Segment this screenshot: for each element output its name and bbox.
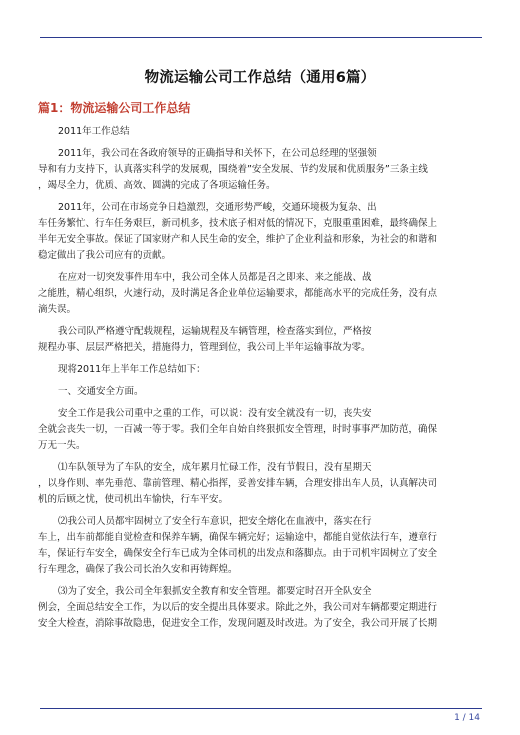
paragraph-line: 在应对一切突发事件用车中，我公司全体人员都是召之即来、来之能战、战	[58, 272, 372, 283]
paragraph-line: 车上，出车前都能自觉检查和保养车辆，确保车辆完好；运输途中，都能自觉依法行车，遵章行	[38, 532, 438, 543]
paragraph	[38, 460, 486, 508]
paragraph-line: 车任务繁忙、行车任务艰巨，新司机多，技术底子相对低的情况下，克服重重困难，最终确保上	[38, 218, 438, 229]
paragraph	[38, 200, 486, 264]
paragraph-line: 机的后顾之忧，使司机出车愉快，行车平安。	[38, 494, 229, 505]
paragraph-line: ，以身作则、率先垂范、靠前管理、精心指挥，妥善安排车辆，合理安排出车人员，认真解决司	[38, 478, 438, 489]
paragraph	[38, 124, 486, 140]
header-rule	[40, 37, 482, 38]
page-number: 1 / 14	[454, 713, 480, 723]
paragraph-line: 例会，全面总结安全工作，为以后的安全提出具体要求。除此之外，我公司对车辆都要定期进行	[38, 602, 438, 613]
paragraph-line: 我公司队严格遵守配载规程，运输规程及车辆管理，检查落实到位，严格按	[58, 326, 372, 337]
paragraph	[38, 514, 486, 578]
paragraph-line: 滴失误。	[38, 304, 77, 315]
document-title: 物流运输公司工作总结（通用6篇）	[144, 70, 376, 86]
footer-rule	[40, 708, 482, 709]
paragraph-line: 一、交通安全方面。	[58, 386, 144, 397]
paragraph-line: 2011年，公司在市场竞争日趋激烈，交通形势严峻，交通环境极为复杂、出	[58, 202, 377, 213]
paragraph-line: 半年无安全事故。保证了国家财产和人民生命的安全，维护了企业利益和形象，为社会的和谐和	[38, 234, 438, 245]
paragraph-line: 稳定做出了我公司应有的贡献。	[38, 250, 172, 261]
paragraph-line: 全就会丧失一切，一百减一等于零。我们全年自始自终狠抓安全管理，时时事事严加防范，确保	[38, 424, 438, 435]
paragraph	[38, 324, 486, 356]
paragraph-line: 导和有力支持下，认真落实科学的发展观，围绕着”安全发展、节约发展和优质服务”三条主线	[38, 164, 428, 175]
paragraph	[38, 384, 486, 400]
paragraph-line: ⑴车队领导为了车队的安全，成年累月忙碌工作，没有节假日，没有星期天	[58, 462, 372, 473]
paragraph-line: 之能胜，精心组织，火速行动，及时满足各企业单位运输要求，都能高水平的完成任务，没有点	[38, 288, 438, 299]
paragraph-line: 安全工作是我公司重中之重的工作，可以说：没有安全就没有一切，丧失安	[58, 408, 372, 419]
paragraph	[38, 362, 486, 378]
paragraph	[38, 584, 486, 632]
paragraph-line: 2011年，我公司在各政府领导的正确指导和关怀下，在公司总经理的坚强领	[58, 148, 377, 159]
paragraph-line: 车，保证行车安全，确保安全行车已成为全体司机的出发点和落脚点。由于司机牢固树立了安全	[38, 548, 438, 559]
paragraph	[38, 146, 486, 194]
paragraph-line: 行车理念，确保了我公司长治久安和再铸辉煌。	[38, 564, 238, 575]
paragraph-line: 安全大检查，消除事故隐患，促进安全工作，发现问题及时改进。为了安全，我公司开展了长期	[38, 618, 438, 629]
paragraph	[38, 406, 486, 454]
paragraph-line: 规程办事、层层严格把关，措施得力，管理到位，我公司上半年运输事故为零。	[38, 342, 371, 353]
document-body	[38, 124, 486, 638]
paragraph	[38, 270, 486, 318]
paragraph-line: ⑶为了安全，我公司全年狠抓安全教育和安全管理。都要定时召开全队安全	[58, 586, 372, 597]
paragraph-line: 现将2011年上半年工作总结如下：	[58, 364, 206, 375]
paragraph-line: ⑵我公司人员都牢固树立了安全行车意识，把安全熔化在血液中，落实在行	[58, 516, 372, 527]
paragraph-line: ，竭尽全力，优质、高效、圆满的完成了各项运输任务。	[38, 180, 276, 191]
section-heading: 篇1：物流运输公司工作总结	[38, 101, 191, 115]
paragraph-line: 2011年工作总结	[58, 126, 130, 137]
paragraph-line: 万无一失。	[38, 440, 86, 451]
